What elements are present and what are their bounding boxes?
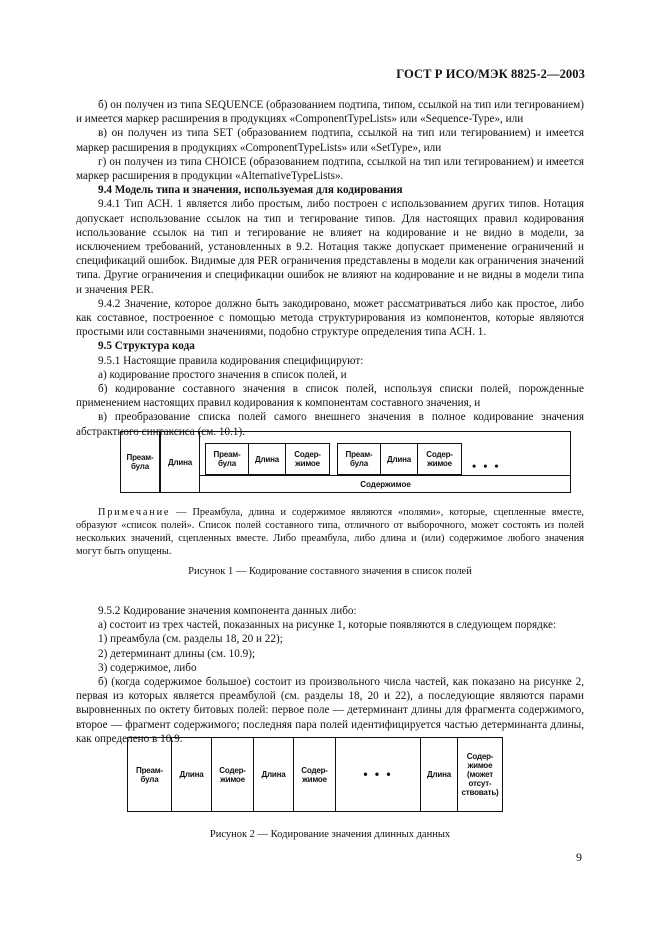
fig2-preamble-label: Преам- була bbox=[136, 765, 163, 784]
inner-content-1 bbox=[286, 443, 330, 475]
figure-2-diagram bbox=[127, 737, 503, 812]
page-number: 9 bbox=[576, 850, 582, 864]
figure-1-note bbox=[76, 506, 584, 558]
inner-preamble-2 bbox=[337, 443, 381, 475]
inner-content-2-label: Содер- жимое bbox=[426, 450, 453, 468]
fig2-content-last-label: Содер- жимое (может отсут- ствовать) bbox=[461, 752, 499, 797]
paragraph: в) он получен из типа SET (образованием подтипа, ссылкой на тип или тегированием) и имеется маркер расширения в продукциях «ComponentTypeLists» или «SetType», или bbox=[76, 127, 584, 154]
paragraph: б) он получен из типа SEQUENCE (образованием подтипа, типом, ссылкой на тип или тегированием) и имеется маркер расширения в продукциях «ComponentTypeLists» или «Sequence-Type», или bbox=[76, 99, 584, 126]
section-heading: 9.5 Структура кода bbox=[98, 340, 195, 353]
fig2-content-2 bbox=[294, 737, 336, 812]
section-text-upper bbox=[76, 98, 584, 439]
field-length-label: Длина bbox=[168, 457, 192, 467]
field-preamble-label: Преам- була bbox=[126, 453, 154, 471]
field-preamble bbox=[120, 431, 160, 493]
fig2-content-1 bbox=[212, 737, 254, 812]
content-label: Содержимое bbox=[200, 475, 571, 493]
paragraph: а) состоит из трех частей, показанных на рисунке 1, которые появляются в следующем порядке: bbox=[98, 619, 557, 632]
paragraph: г) он получен из типа CHOICE (образованием подтипа, ссылкой на тип или тегированием) и имеется маркер расширения в продукции «AlternativeTypeLists». bbox=[76, 155, 584, 183]
inner-length-1-label: Длина bbox=[255, 454, 279, 464]
fig2-content-2-label: Содер- жимое bbox=[301, 765, 328, 784]
inner-content-2 bbox=[418, 443, 462, 475]
section-text-lower bbox=[76, 604, 584, 746]
inner-preamble-2-label: Преам- була bbox=[345, 450, 373, 468]
continuation-dots: • • • bbox=[472, 459, 501, 473]
figure-1-diagram bbox=[120, 431, 571, 493]
figure-2-caption: Рисунок 2 — Кодирование значения длинных данных bbox=[209, 829, 451, 840]
note-label: Примечание bbox=[98, 507, 171, 518]
fig2-length-2 bbox=[254, 737, 294, 812]
fig2-content-last bbox=[458, 737, 503, 812]
paragraph: 9.5.2 Кодирование значения компонента данных либо: bbox=[98, 605, 357, 617]
fig2-dots: • • • bbox=[363, 767, 393, 781]
fig2-length-last bbox=[421, 737, 458, 812]
fig2-dots-box bbox=[336, 737, 421, 812]
inner-length-2-label: Длина bbox=[387, 454, 411, 464]
fig2-preamble bbox=[127, 737, 172, 812]
paragraph: б) кодирование составного значения в список полей, используя списки полей, порожденные применением настоящих правил кодирования к компонентам составного значения, и bbox=[76, 383, 584, 410]
figure-1-caption: Рисунок 1 — Кодирование составного значения в список полей bbox=[188, 566, 472, 577]
paragraph: 9.4.1 Тип АСН. 1 является либо простым, либо построен с использованием других типов. Нотация допускает использование ссылок на тип и тегирование типов. Для настоящих правил кодирования использование ссылок на тип и тегирование не влияет на кодирование и не видно в модели, за исключением требований, установленных в 9.2. Нотация также допускает применение ограничений и спецификаций ошибок. Видимые для PER ограничения представлены в модели как ограничения значений типа. Другие ограничения и спецификации ошибок не влияют на кодирование и не видны в модели типа и значения PER. bbox=[76, 198, 584, 296]
paragraph: б) (когда содержимое большое) состоит из произвольного числа частей, как показано на рисунке 2, первая из которых является преамбулой (см. разделы 18, 20 и 22), а последующие являются парами выровненных по октету битовых полей: первое поле — детерминант длины для фрагмента содержимого, второе — фрагмент содержимого; последняя пара полей идентифицируется частью детерминанта длины, как определено в 10.9. bbox=[76, 676, 584, 745]
inner-preamble-1 bbox=[205, 443, 249, 475]
paragraph: 3) содержимое, либо bbox=[98, 661, 197, 674]
paragraph: а) кодирование простого значения в список полей, и bbox=[98, 368, 347, 381]
fig2-content-1-label: Содер- жимое bbox=[219, 765, 246, 784]
note-text: — Преамбула, длина и содержимое являются «полями», которые, сцепленные вместе, образуют «список полей». Список полей составного типа, отличного от выборочного, может состоять из полей нескольких значений, сцепленных вместе. Либо преамбула, либо длина и (или) содержимое любого значения могут быть опущены. bbox=[76, 507, 584, 557]
paragraph: в) преобразование списка полей самого внешнего значения в полное кодирование значения абстрактного синтаксиса (см. 10.1). bbox=[76, 411, 584, 438]
fig2-length-1 bbox=[172, 737, 212, 812]
fig2-length-last-label: Длина bbox=[427, 770, 451, 779]
inner-length-2 bbox=[381, 443, 418, 475]
inner-length-1 bbox=[249, 443, 286, 475]
document-header: ГОСТ Р ИСО/МЭК 8825-2—2003 bbox=[396, 67, 585, 81]
inner-content-1-label: Содер- жимое bbox=[294, 450, 321, 468]
field-length bbox=[160, 431, 200, 493]
inner-preamble-1-label: Преам- була bbox=[213, 450, 241, 468]
fig2-length-2-label: Длина bbox=[261, 770, 286, 779]
paragraph: 1) преамбула (см. разделы 18, 20 и 22); bbox=[98, 633, 283, 646]
paragraph: 2) детерминант длины (см. 10.9); bbox=[98, 647, 256, 660]
fig2-length-1-label: Длина bbox=[179, 770, 204, 779]
paragraph: 9.4.2 Значение, которое должно быть закодировано, может рассматриваться либо как простое, либо как составное, построенное с помощью метода структурирования из компонентов, которые являются простыми или составными значениями, подобно структуре определения типа АСН. 1. bbox=[76, 297, 584, 339]
paragraph: 9.5.1 Настоящие правила кодирования специфицируют: bbox=[98, 354, 364, 367]
section-heading: 9.4 Модель типа и значения, используемая для кодирования bbox=[98, 184, 403, 197]
